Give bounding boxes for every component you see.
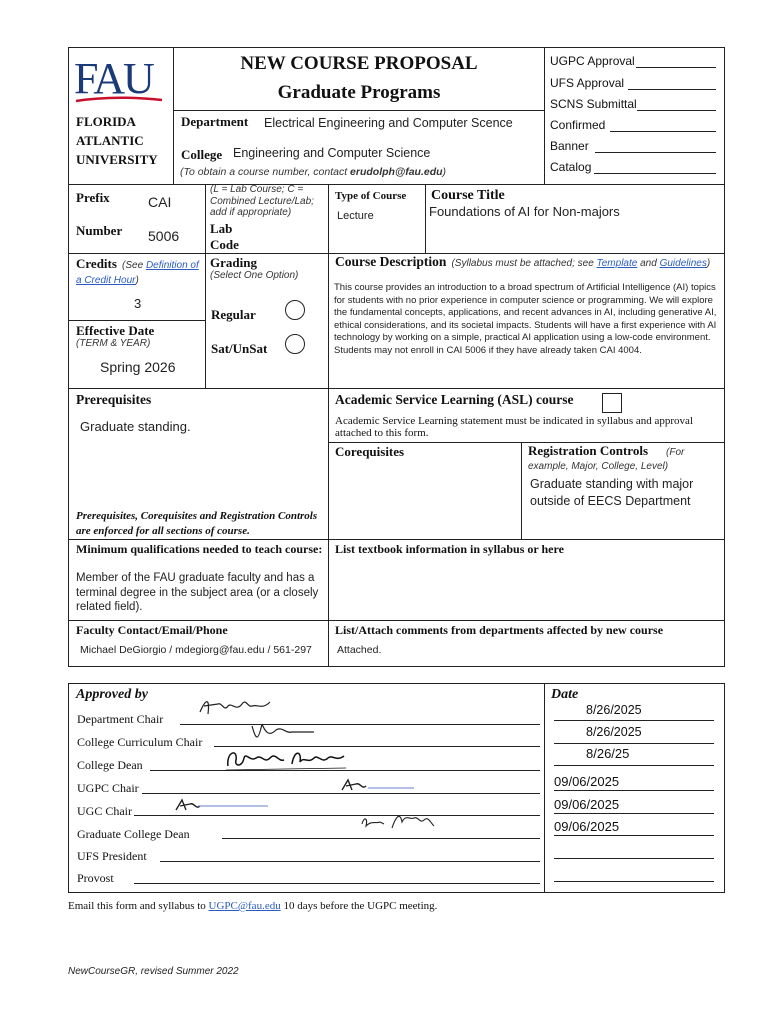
- signature-ugc-chair: [172, 798, 272, 814]
- faculty-label: Faculty Contact/Email/Phone: [76, 623, 228, 637]
- grading-label: Grading: [210, 255, 257, 270]
- grading-note: (Select One Option): [210, 270, 299, 281]
- approval-row-banner: Banner: [550, 139, 589, 153]
- type-course-label: Type of Course: [335, 190, 407, 202]
- grading-satunsat-radio[interactable]: [285, 334, 305, 354]
- date-college-dean[interactable]: 8/26/25: [586, 746, 630, 761]
- date-ugc-chair[interactable]: 09/06/2025: [554, 797, 620, 812]
- approval-line-ugpc[interactable]: [636, 67, 716, 68]
- date-college-curriculum-chair[interactable]: 8/26/2025: [586, 725, 642, 739]
- date-label: Date: [551, 687, 579, 702]
- description-field[interactable]: This course provides an introduction to a broad spectrum of Artificial Intelligence (AI) topics for students with no prior experience in computer science or programming. We will explore the fundamental concepts, applications, and recent advances in AI, including generative AI, ethical considerations, and its societal impacts. Students will have a first experience with AI technology by working on a simple, practical AI application using a low-code environment. Students may not enroll in CAI 5006 if they have already taken CAI 4004.: [334, 282, 717, 356]
- approval-label-college-dean: College Dean: [77, 758, 143, 772]
- date-line-college-curriculum-chair: [554, 743, 714, 744]
- title-underline: [173, 110, 545, 111]
- coreq-label: Corequisites: [335, 444, 405, 459]
- signature-line-grad-college-dean[interactable]: [222, 838, 540, 839]
- minqual-label: Minimum qualifications needed to teach course:: [76, 542, 323, 556]
- approval-label-college-curriculum-chair: College Curriculum Chair: [77, 735, 203, 749]
- approval-row-confirmed: Confirmed: [550, 118, 606, 132]
- description-header: Course Description (Syllabus must be attached; see Template and Guidelines): [335, 254, 711, 269]
- date-line-ufs-president[interactable]: [554, 858, 714, 859]
- course-title-field[interactable]: Foundations of AI for Non-majors: [429, 204, 620, 219]
- grading-satunsat-label: Sat/UnSat: [211, 341, 268, 356]
- credits-header: Credits (See Definition of a Credit Hour): [76, 256, 199, 286]
- approval-line-confirmed[interactable]: [610, 131, 716, 132]
- prereq-field[interactable]: Graduate standing.: [80, 419, 191, 434]
- signature-line-ufs-president[interactable]: [160, 861, 540, 862]
- course-number-note: (To obtain a course number, contact erudolph@fau.edu): [180, 166, 447, 178]
- signature-line-dept-chair[interactable]: [180, 724, 540, 725]
- prefix-field[interactable]: CAI: [148, 194, 172, 210]
- asl-checkbox[interactable]: [602, 393, 622, 413]
- university-name: [76, 112, 158, 169]
- approval-label-provost: Provost: [77, 871, 114, 885]
- template-link[interactable]: Template: [596, 258, 638, 269]
- approval-label-ugc-chair: UGC Chair: [77, 804, 132, 818]
- comments-label: List/Attach comments from departments affected by new course: [335, 623, 664, 637]
- asl-note: Academic Service Learning statement must be indicated in syllabus and approval attached to this form.: [335, 415, 693, 439]
- faculty-field[interactable]: Michael DeGiorgio / mdegiorg@fau.edu / 561-297: [80, 644, 312, 656]
- credits-label: Credits: [76, 256, 117, 271]
- signature-line-provost[interactable]: [134, 883, 540, 884]
- effective-date-label: Effective Date: [76, 323, 155, 338]
- asl-label: Academic Service Learning (ASL) course: [335, 392, 574, 407]
- approval-row-ugpc: UGPC Approval: [550, 54, 635, 68]
- date-grad-college-dean[interactable]: 09/06/2025: [554, 819, 620, 834]
- number-label: Number: [76, 223, 123, 238]
- approval-line-scns[interactable]: [637, 110, 716, 111]
- date-ugpc-chair[interactable]: 09/06/2025: [554, 774, 620, 789]
- date-line-ugc-chair: [554, 813, 714, 814]
- form-title: NEW COURSE PROPOSAL: [240, 53, 478, 74]
- university-line-2: ATLANTIC: [76, 133, 144, 148]
- type-course-field[interactable]: Lecture: [337, 210, 374, 222]
- registration-label: Registration Controls: [528, 443, 649, 458]
- ugpc-email-link[interactable]: UGPC@fau.edu: [208, 900, 281, 912]
- registration-note: (For example, Major, College, Level): [528, 447, 685, 472]
- approval-row-catalog: Catalog: [550, 160, 592, 174]
- approval-line-ufs[interactable]: [628, 89, 716, 90]
- credit-hour-link[interactable]: Definition of a Credit Hour: [76, 260, 199, 286]
- college-field[interactable]: Engineering and Computer Science: [233, 146, 431, 160]
- registration-field[interactable]: Graduate standing with major outside of EECS Department: [530, 477, 694, 508]
- signature-college-dean: [222, 744, 352, 774]
- guidelines-link[interactable]: Guidelines: [659, 258, 707, 269]
- grading-regular-label: Regular: [211, 307, 256, 322]
- date-line-grad-college-dean: [554, 835, 714, 836]
- form-subtitle: Graduate Programs: [277, 82, 441, 103]
- approval-label-ugpc-chair: UGPC Chair: [77, 781, 139, 795]
- date-dept-chair[interactable]: 8/26/2025: [586, 703, 642, 717]
- prereq-label: Prerequisites: [76, 392, 152, 407]
- textbook-label: List textbook information in syllabus or here: [335, 542, 564, 556]
- approval-row-ufs: UFS Approval: [550, 76, 625, 90]
- department-field[interactable]: Electrical Engineering and Computer Scence: [264, 116, 513, 130]
- signature-college-curriculum-chair: [248, 720, 318, 744]
- course-title-label: Course Title: [431, 188, 505, 203]
- approval-label-ufs-president: UFS President: [77, 849, 147, 863]
- effective-date-note: (TERM & YEAR): [76, 338, 151, 349]
- date-line-dept-chair: [554, 720, 714, 721]
- approval-label-grad-college-dean: Graduate College Dean: [77, 827, 190, 841]
- fau-logo-text: FAU: [74, 54, 153, 103]
- approval-row-scns: SCNS Submittal: [550, 97, 637, 111]
- lab-note: (L = Lab Course; C = Combined Lecture/Lab; add if appropriate): [210, 184, 314, 218]
- fau-logo: [74, 54, 166, 104]
- approval-line-banner[interactable]: [595, 152, 716, 153]
- approval-line-catalog[interactable]: [594, 173, 716, 174]
- signature-line-ugc-chair[interactable]: [134, 815, 540, 816]
- signature-ugpc-chair: [338, 778, 418, 794]
- email-instruction: Email this form and syllabus to UGPC@fau.edu 10 days before the UGPC meeting.: [68, 900, 438, 912]
- number-field[interactable]: 5006: [148, 228, 180, 244]
- lab-code-label: Lab Code: [210, 221, 239, 252]
- description-label: Course Description: [335, 254, 447, 269]
- comments-field[interactable]: Attached.: [337, 644, 382, 656]
- effective-date-field[interactable]: Spring 2026: [100, 359, 176, 375]
- date-line-ugpc-chair: [554, 790, 714, 791]
- department-label: Department: [181, 114, 249, 129]
- college-label: College: [181, 147, 223, 162]
- date-line-college-dean: [554, 765, 714, 766]
- prefix-label: Prefix: [76, 190, 110, 205]
- grading-regular-radio[interactable]: [285, 300, 305, 320]
- approved-by-label: Approved by: [76, 687, 148, 702]
- university-line-3: UNIVERSITY: [76, 152, 158, 167]
- revision-note: NewCourseGR, revised Summer 2022: [68, 966, 239, 977]
- signature-grad-college-dean: [358, 810, 438, 834]
- enforced-note: Prerequisites, Corequisites and Registration Controls are enforced for all sections of course.: [76, 510, 318, 537]
- contact-email: erudolph@fau.edu: [350, 166, 443, 178]
- signature-dept-chair: [196, 694, 276, 720]
- date-line-provost[interactable]: [554, 881, 714, 882]
- approval-label-dept-chair: Department Chair: [77, 712, 164, 726]
- credits-field[interactable]: 3: [134, 296, 142, 311]
- owl-accent-icon: [74, 94, 166, 104]
- university-line-1: FLORIDA: [76, 114, 136, 129]
- minqual-field[interactable]: Member of the FAU graduate faculty and has a terminal degree in the subject area (or a closely related field).: [76, 572, 319, 613]
